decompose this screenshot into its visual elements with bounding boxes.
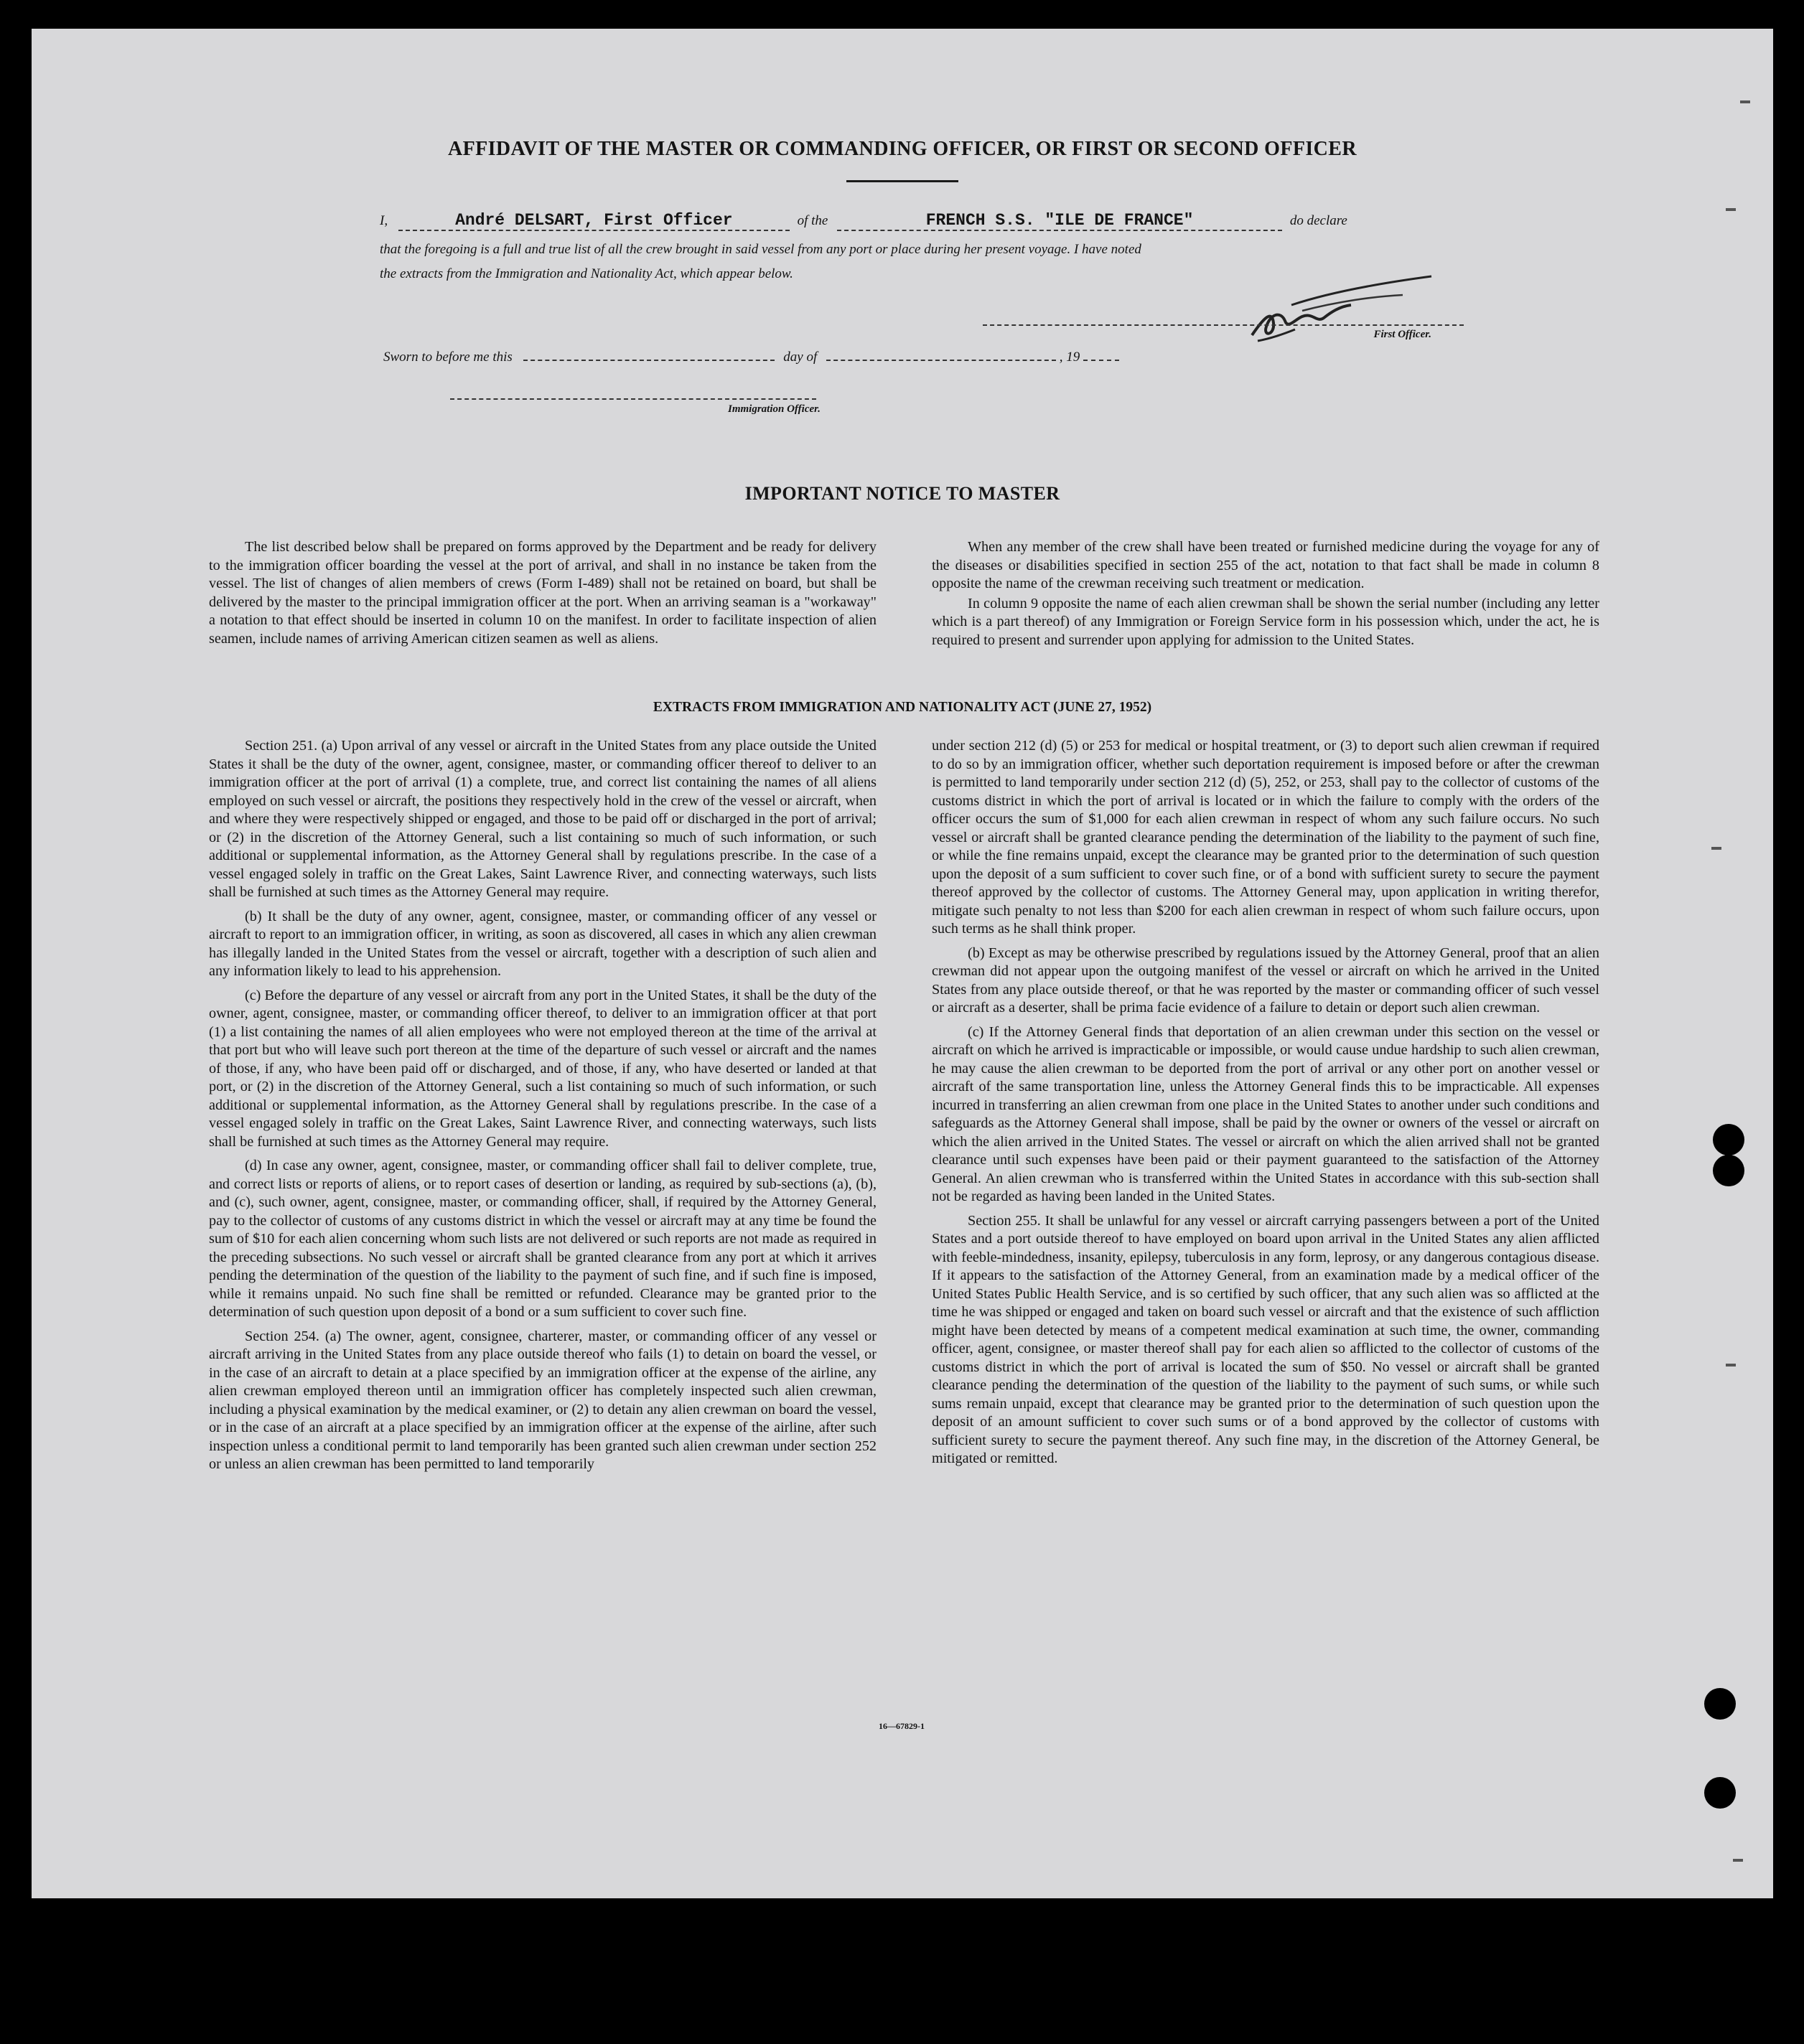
document-page [32,29,1773,1898]
year-prefix: , 19 [1059,350,1080,365]
notice-left-column [209,538,877,654]
notice-right-paragraph-2: In column 9 opposite the name of each alien crewman shall be shown the serial number (including any letter which is a part thereof) of any Immigration or Foreign Service form in his possession which, under the act, he is required to present and surrender upon applying for admission to the United States. [932,595,1599,648]
affidavit-title: AFFIDAVIT OF THE MASTER OR COMMANDING OFFICER, OR FIRST OR SECOND OFFICER [448,138,1357,160]
form-number: 16—67829-1 [879,1721,925,1731]
section-251d: (d) In case any owner, agent, consignee, master, or commanding officer shall fail to deliver complete, true, and correct lists or reports of aliens, or to report cases of desertion or landing, as required by sub-sections (a), (b), and (c), such owner, agent, consignee, master, or commanding officer, shall, if required by the Attorney General, pay to the collector of customs of any customs district in which the vessel or aircraft may at any time be found the sum of $10 for each alien concerning whom such lists are not delivered or such reports are not made as required in the preceding subsections. No such vessel or aircraft shall be granted clearance from any port at which it arrives pending the determination of the question of the liability to the payment of such fine, and if such fine is imposed, while it remains unpaid. No such fine shall be remitted or refunded. Clearance may be granted prior to the determination of such question upon deposit of a bond or a sum sufficient to cover such fine. [209,1158,877,1320]
sworn-day-field[interactable] [523,360,775,361]
declaration-line-2: that the foregoing is a full and true list of all the crew brought in said vessel from any port or place during her present voyage. I have noted [380,242,1141,257]
immigration-officer-line [450,398,816,400]
section-254a-continued: under section 212 (d) (5) or 253 for medical or hospital treatment, or (3) to deport such alien crewman if required to do so by an immigration officer, whether such deportation requirement is imposed before or after the crewman is permitted to land temporarily under section 212 (d) (5), 252, or 253, shall pay to the collector of customs of the customs district in which the port of arrival is located or in which the failure to comply with the orders of the officer occurs the sum of $1,000 for each alien crewman in respect of whom any such failure occurs. No such vessel or aircraft shall be granted clearance pending the determination of the liability to the payment of such fine, or while the fine remains unpaid, except the clearance may be granted prior to the determination of such question upon the deposit of a sum sufficient to cover such fine, or of a bond with sufficient surety to secure the payment thereof approved by the collector of customs. The Attorney General may, upon application in writing therefor, mitigate such penalty to not less than $200 for each alien crewman in respect of whom such failure occurs, upon such terms as he shall think proper. [932,738,1599,937]
extracts-left-column [209,737,877,1480]
punch-hole [1713,1155,1744,1186]
vessel-name-field[interactable]: FRENCH S.S. "ILE DE FRANCE" [837,211,1282,231]
notice-right-column [932,538,1599,655]
section-255: Section 255. It shall be unlawful for any vessel or aircraft carrying passengers between a port of the United States and a port outside thereof to have employed on board upon arrival in the United States any alien afflicted with feeble-mindedness, insanity, epilepsy, tuberculosis in any form, leprosy, or any dangerous contagious disease. If it appears to the satisfaction of the Attorney General, from an examination made by a medical officer of the United States Public Health Service, and is so certified by such officer, that any such alien was so afflicted at the time he was shipped or engaged and taken on board such vessel or aircraft and that the existence of such affliction might have been detected by means of a competent medical examination at such time, the owner, commanding officer, agent, consignee, or master thereof shall pay for each alien so afflicted to the collector of customs of the customs district in which the port of arrival is located the sum of $50. No vessel or aircraft shall be granted clearance pending the determination of the question of the liability to the payment of such sums, or while such sums remain unpaid, except that clearance may be granted prior to the determination of such question upon the deposit of an amount sufficient to cover such sums or of a bond approved by the collector of customs with sufficient surety to secure the payment thereof. Any such fine may, in the discretion of the Attorney General, be mitigated or remitted. [932,1212,1599,1466]
immigration-officer-caption: Immigration Officer. [728,403,821,415]
punch-hole [1713,1124,1744,1155]
scan-mark [1733,1859,1743,1862]
sworn-month-field[interactable] [826,360,1056,361]
signature-line [983,324,1464,326]
scan-mark [1711,847,1721,850]
scan-mark [1726,208,1736,211]
section-254b: (b) Except as may be otherwise prescribed by regulations issued by the Attorney General, proof that an alien crewman did not appear upon the outgoing manifest of the vessel or aircraft on which he arrived in the United States from any place outside thereof, or that he was reported by the master or commanding officer of such vessel or aircraft as a deserter, shall be prima facie evidence of a failure to detain or deport such alien crewman. [932,944,1599,1016]
extracts-title: EXTRACTS FROM IMMIGRATION AND NATIONALITY ACT (JUNE 27, 1952) [653,700,1152,715]
title-divider [846,180,958,182]
do-declare-label: do declare [1289,213,1347,228]
scan-mark [1726,1364,1736,1366]
section-254c: (c) If the Attorney General finds that deportation of an alien crewman under this section on the vessel or aircraft on which he arrived is impracticable or impossible, or would cause undue hardship to such alien crewman, he may cause the alien crewman to be deported from the port of arrival or any other port on another vessel or aircraft of the same transportation line, unless the Attorney General finds this to be impracticable. All expenses incurred in transferring an alien crewman from one place in the United States to another under such conditions and safeguards as the Attorney General shall impose, shall be paid by the owner or owners of the vessel or aircraft on which the alien arrived in the United States. The vessel or aircraft on which the alien arrived shall not be granted clearance until such expenses have been paid or their payment guaranteed to the satisfaction of the Attorney General. An alien crewman who is transferred within the United States in accordance with this sub-section shall not be regarded as having been landed in the United States. [932,1023,1599,1204]
punch-hole [1704,1777,1736,1809]
day-of-label: day of [783,350,818,365]
signature-caption-text: First Officer. [1373,329,1431,340]
sworn-year-field[interactable] [1083,360,1119,361]
notice-title: IMPORTANT NOTICE TO MASTER [744,483,1060,504]
notice-left-paragraph: The list described below shall be prepared on forms approved by the Department and be ready for delivery to the immigration officer boarding the vessel at the port of arrival, and shall in no instance be taken from the vessel. The list of changes of alien members of crews (Form I-489) shall not be retained on board, but shall be delivered by the master to the principal immigration officer at the port. When an arriving seaman is a "workaway" a notation to that effect should be inserted in column 10 on the manifest. In order to facilitate inspection of alien seamen, include names of arriving American citizen seamen as well as aliens. [209,539,877,647]
extracts-right-column [932,737,1599,1474]
declaration-line [380,211,1347,231]
prefix-i: I, [380,213,388,228]
declaration-line-3: the extracts from the Immigration and Nationality Act, which appear below. [380,266,793,281]
punch-hole [1704,1688,1736,1720]
notice-right-paragraph-1: When any member of the crew shall have been treated or furnished medicine during the voyage for any of the diseases or disabilities specified in section 255 of the act, notation to that fact shall be made in column 8 opposite the name of the crewman receiving such treatment or medication. [932,539,1599,591]
section-254a: Section 254. (a) The owner, agent, consignee, charterer, master, or commanding officer of any vessel or aircraft arriving in the United States from any place outside thereof who fails (1) to detain on board the vessel, or in the case of an aircraft to detain at a place specified by an immigration officer at the expense of the airline, any alien crewman employed thereon until an immigration officer has completely inspected such alien crewman, including a physical examination by the medical examiner, or (2) to detain any alien crewman on board the vessel, or in the case of an aircraft at a place specified by an immigration officer at the expense of the airline, after such inspection unless a conditional permit to land temporarily has been granted such alien crewman under section 252 or unless an alien crewman has been permitted to land temporarily [209,1328,877,1472]
officer-name-field[interactable]: André DELSART, First Officer [398,211,790,231]
signature-caption [1238,329,1431,341]
of-the-label: of the [797,213,828,228]
sworn-line [383,350,1119,365]
section-251c: (c) Before the departure of any vessel or aircraft from any port in the United States, it shall be the duty of the owner, agent, consignee, master, or commanding officer thereof, to deliver to an immigration officer at that port (1) a list containing the names of all alien employees who were not employed thereon at the time of the arrival at that port but who will leave such port thereon at the time of the departure of such vessel or aircraft and the names of those, if any, who have been paid off or discharged, and of those, if any, who have deserted or landed at that port, or (2) in the discretion of the Attorney General, such a list containing so much of such information, or such additional or supplemental information, as the Attorney General shall by regulations prescribe. In the case of a vessel engaged solely in traffic on the Great Lakes, Saint Lawrence River, and connecting waterways, such lists shall be furnished at such times as the Attorney General may require. [209,987,877,1150]
scan-mark [1740,100,1750,103]
section-251a: Section 251. (a) Upon arrival of any vessel or aircraft in the United States from any place outside the United States it shall be the duty of the owner, agent, consignee, master, or commanding officer thereof to deliver to an immigration officer at the port of arrival (1) a complete, true, and correct list containing the names of all aliens employed on such vessel or aircraft, the positions they respectively hold in the crew of the vessel or aircraft, when and where they were respectively shipped or engaged, and those to be paid off or discharged in the port of arrival; or (2) in the discretion of the Attorney General, such a list containing so much of such information, or such additional or supplemental information, as the Attorney General shall by regulations prescribe. In the case of a vessel engaged solely in traffic on the Great Lakes, Saint Lawrence River, and connecting waterways, such lists shall be furnished at such times as the Attorney General may require. [209,738,877,900]
sworn-prefix: Sworn to before me this [383,350,513,365]
section-251b: (b) It shall be the duty of any owner, agent, consignee, master, or commanding officer of any vessel or aircraft to report to an immigration officer, in writing, as soon as discovered, all cases in which any alien crewman has illegally landed in the United States from the vessel or aircraft, together with a description of such alien and any information likely to lead to his apprehension. [209,908,877,979]
